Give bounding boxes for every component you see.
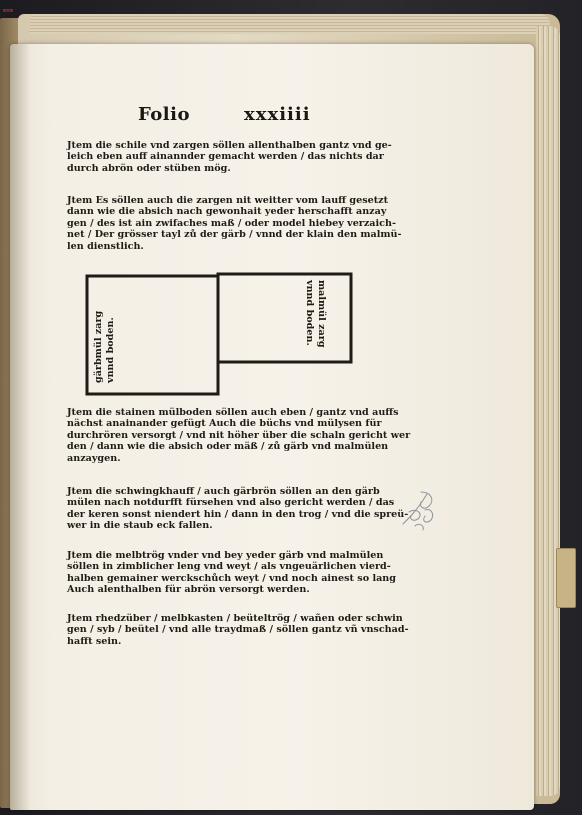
folio-label: Folio — [138, 104, 190, 125]
label-line: vnnd boden. — [304, 280, 315, 346]
marginal-doodle-icon — [397, 486, 443, 532]
small-frame-label — [303, 280, 327, 358]
text-line: Jtem die schwingkhauff / auch gärbrön söllen an den gärb — [67, 486, 380, 497]
paragraph-3 — [67, 407, 411, 464]
text-line: durch abrön oder stüben mög. — [67, 162, 231, 174]
doodle-drawing — [397, 486, 443, 532]
text-line: gen / syb / beütel / vnd alle traydmaß / söllen gantz vñ vnschad- — [67, 624, 409, 636]
label-line: gärbmül zarg — [93, 310, 104, 383]
paragraph-6 — [67, 613, 409, 647]
label-line: vnnd boden. — [105, 317, 116, 383]
text-line: söllen in zimblicher leng vnd weyt / als vngeuärlichen vierd- — [67, 561, 391, 573]
mill-frame-diagram — [85, 270, 355, 400]
text-line: anzaygen. — [67, 452, 121, 464]
paragraph-2 — [67, 195, 402, 252]
text-line: nächst anainander gefügt Auch die büchs vnd mülysen für — [67, 418, 382, 430]
text-line: durchrören versorgt / vnd nit höher über die schaln gericht wer — [67, 429, 411, 441]
text-line: leich eben auff ainannder gemacht werden / das nichts dar — [67, 151, 384, 163]
folio-number: xxxiiii — [244, 104, 311, 125]
small-frame — [218, 274, 351, 362]
page-stack-fore-edge — [536, 26, 560, 796]
page-stack-top — [30, 14, 550, 34]
page-header — [120, 104, 450, 130]
label-line: malmül zarg — [316, 280, 327, 348]
text-line: den / dann wie die absich oder mäß / zů gärb vnd malmülen — [67, 441, 389, 453]
text-line: dann wie die absich nach gewonhait yeder herschafft anzay — [67, 206, 387, 218]
text-line: Jtem die schile vnd zargen söllen allenthalben gantz vnd ge- — [67, 140, 392, 151]
text-line: der keren sonst niendert hin / dann in den trog / vnd die spreü- — [67, 508, 409, 520]
paragraph-4 — [67, 486, 409, 532]
text-line: Jtem rhedzüber / melbkasten / beüteltrög / wañen oder schwin — [67, 613, 403, 624]
text-line: Jtem Es söllen auch die zargen nit weitter vom lauff gesetzt — [67, 195, 389, 206]
text-line: wer in die staub eck fallen. — [67, 520, 213, 532]
text-line: Jtem die melbtrög vnder vnd bey yeder gärb vnd malmülen — [67, 550, 384, 561]
text-line: net / Der grösser tayl zů der gärb / vnnd der klain den malmü- — [67, 229, 402, 241]
large-frame-label — [93, 287, 117, 383]
paragraph-1 — [67, 140, 392, 174]
text-line: Jtem die stainen mülboden söllen auch eben / gantz vnd auffs — [67, 407, 399, 418]
paragraph-5 — [67, 550, 396, 596]
text-line: halben gemainer werckschůch weyt / vnd noch ainest so lang — [67, 572, 396, 584]
bookmark-tab — [556, 548, 576, 608]
text-line: mülen nach notdurfft fürsehen vnd also gericht werden / das — [67, 497, 395, 509]
scale-mark: mmm — [3, 8, 14, 14]
text-line: hafft sein. — [67, 635, 122, 647]
text-line: gen / des ist ain zwifaches maß / oder model hiebey verzaich- — [67, 217, 396, 229]
text-line: len dienstlich. — [67, 240, 144, 252]
page-gutter-shadow — [10, 44, 30, 810]
text-line: Auch alenthalben für abrön versorgt werden. — [67, 584, 310, 596]
